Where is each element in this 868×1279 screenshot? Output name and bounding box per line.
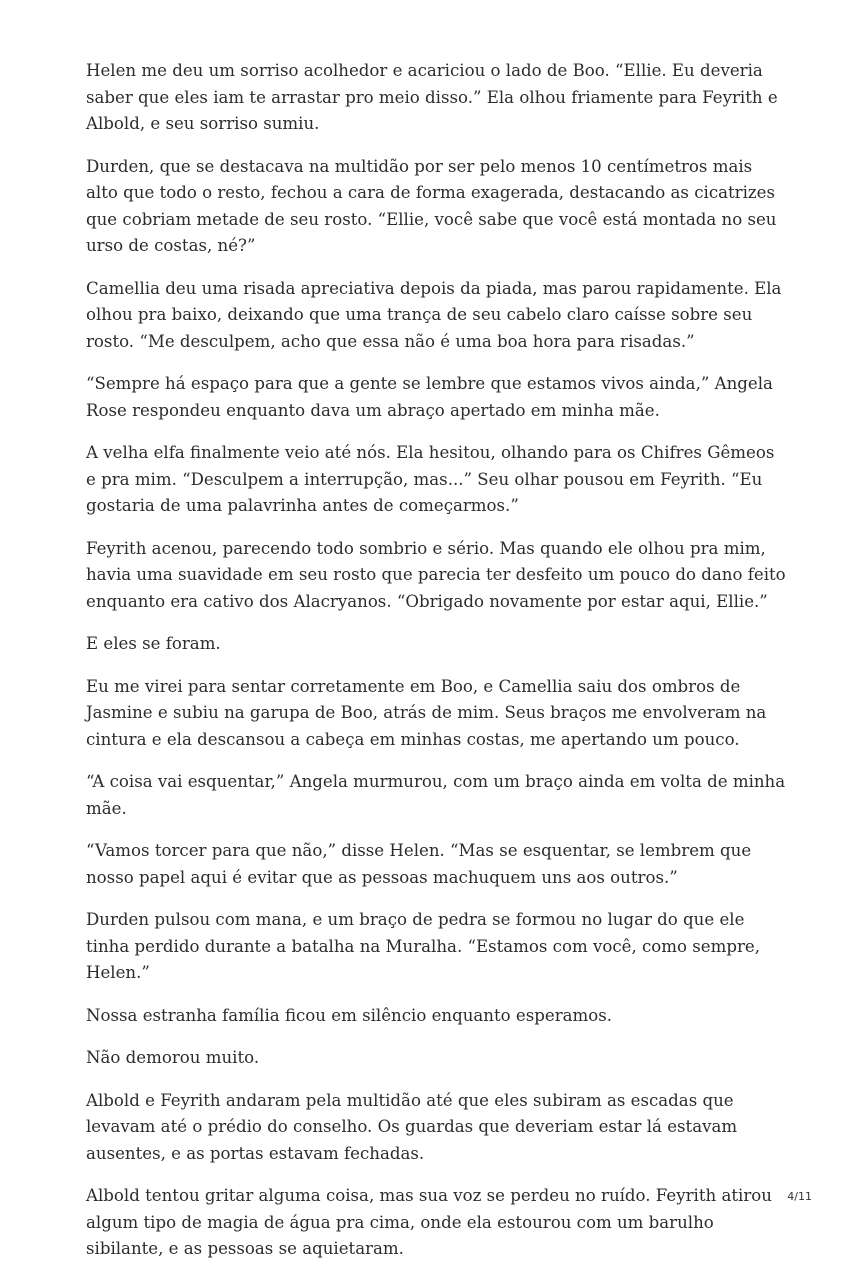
paragraph: “Sempre há espaço para que a gente se lembre que estamos vivos ainda,” Angela Rose respondeu enquanto dava um abraço apertado em minha mãe. — [86, 374, 773, 420]
paragraph: A velha elfa finalmente veio até nós. Ela hesitou, olhando para os Chifres Gêmeos e pra mim. “Desculpem a interrupção, mas...” Seu olhar pousou em Feyrith. “Eu gostaria de uma palavrinha antes de começarmos.” — [86, 443, 775, 515]
paragraph: Feyrith acenou, parecendo todo sombrio e sério. Mas quando ele olhou pra mim, havia uma suavidade em seu rosto que parecia ter desfeito um pouco do dano feito enquanto era cativo dos Alacryanos. “Obrigado novamente por estar aqui, Ellie.” — [86, 538, 786, 611]
paragraph: Albold tentou gritar alguma coisa, mas sua voz se perdeu no ruído. Feyrith atirou algum tipo de magia de água pra cima, onde ela estourou com um barulho sibilante, e as pessoas se aquietaram. — [86, 1186, 772, 1258]
paragraph: Não demorou muito. — [86, 1048, 260, 1067]
paragraph: Nossa estranha família ficou em silêncio enquanto esperamos. — [86, 1005, 613, 1025]
paragraph: E eles se foram. — [86, 634, 221, 653]
page-number: 4/11 — [787, 1190, 812, 1203]
paragraph: Albold e Feyrith andaram pela multidão até que eles subiram as escadas que levavam até o prédio do conselho. Os guardas que deveriam estar lá estavam ausentes, e as portas estavam fechadas. — [86, 1090, 738, 1163]
paragraph: “A coisa vai esquentar,” Angela murmurou, com um braço ainda em volta de minha mãe. — [86, 772, 786, 818]
paragraph: Eu me virei para sentar corretamente em Boo, e Camellia saiu dos ombros de Jasmine e subiu na garupa de Boo, atrás de mim. Seus braços me envolveram na cintura e ela descansou a cabeça em minhas costas, me apertando um pouco. — [86, 676, 767, 749]
paragraph: Helen me deu um sorriso acolhedor e acariciou o lado de Boo. “Ellie. Eu deveria saber que eles iam te arrastar pro meio disso.” Ela olhou friamente para Feyrith e Albold, e seu sorriso sumiu. — [86, 61, 778, 133]
paragraph: Durden pulsou com mana, e um braço de pedra se formou no lugar do que ele tinha perdido durante a batalha na Muralha. “Estamos com você, como sempre, Helen.” — [86, 910, 761, 982]
document-body — [86, 58, 786, 1279]
paragraph: Durden, que se destacava na multidão por ser pelo menos 10 centímetros mais alto que todo o resto, fechou a cara de forma exagerada, destacando as cicatrizes que cobriam metade de seu rosto. “Ellie, você sabe que você está montada no seu urso de costas, né?” — [86, 156, 777, 255]
paragraph: “Vamos torcer para que não,” disse Helen. “Mas se esquentar, se lembrem que nosso papel aqui é evitar que as pessoas machuquem uns aos outros.” — [86, 841, 752, 887]
paragraph: Camellia deu uma risada apreciativa depois da piada, mas parou rapidamente. Ela olhou pra baixo, deixando que uma trança de seu cabelo claro caísse sobre seu rosto. “Me desculpem, acho que essa não é uma boa hora para risadas.” — [86, 278, 782, 351]
